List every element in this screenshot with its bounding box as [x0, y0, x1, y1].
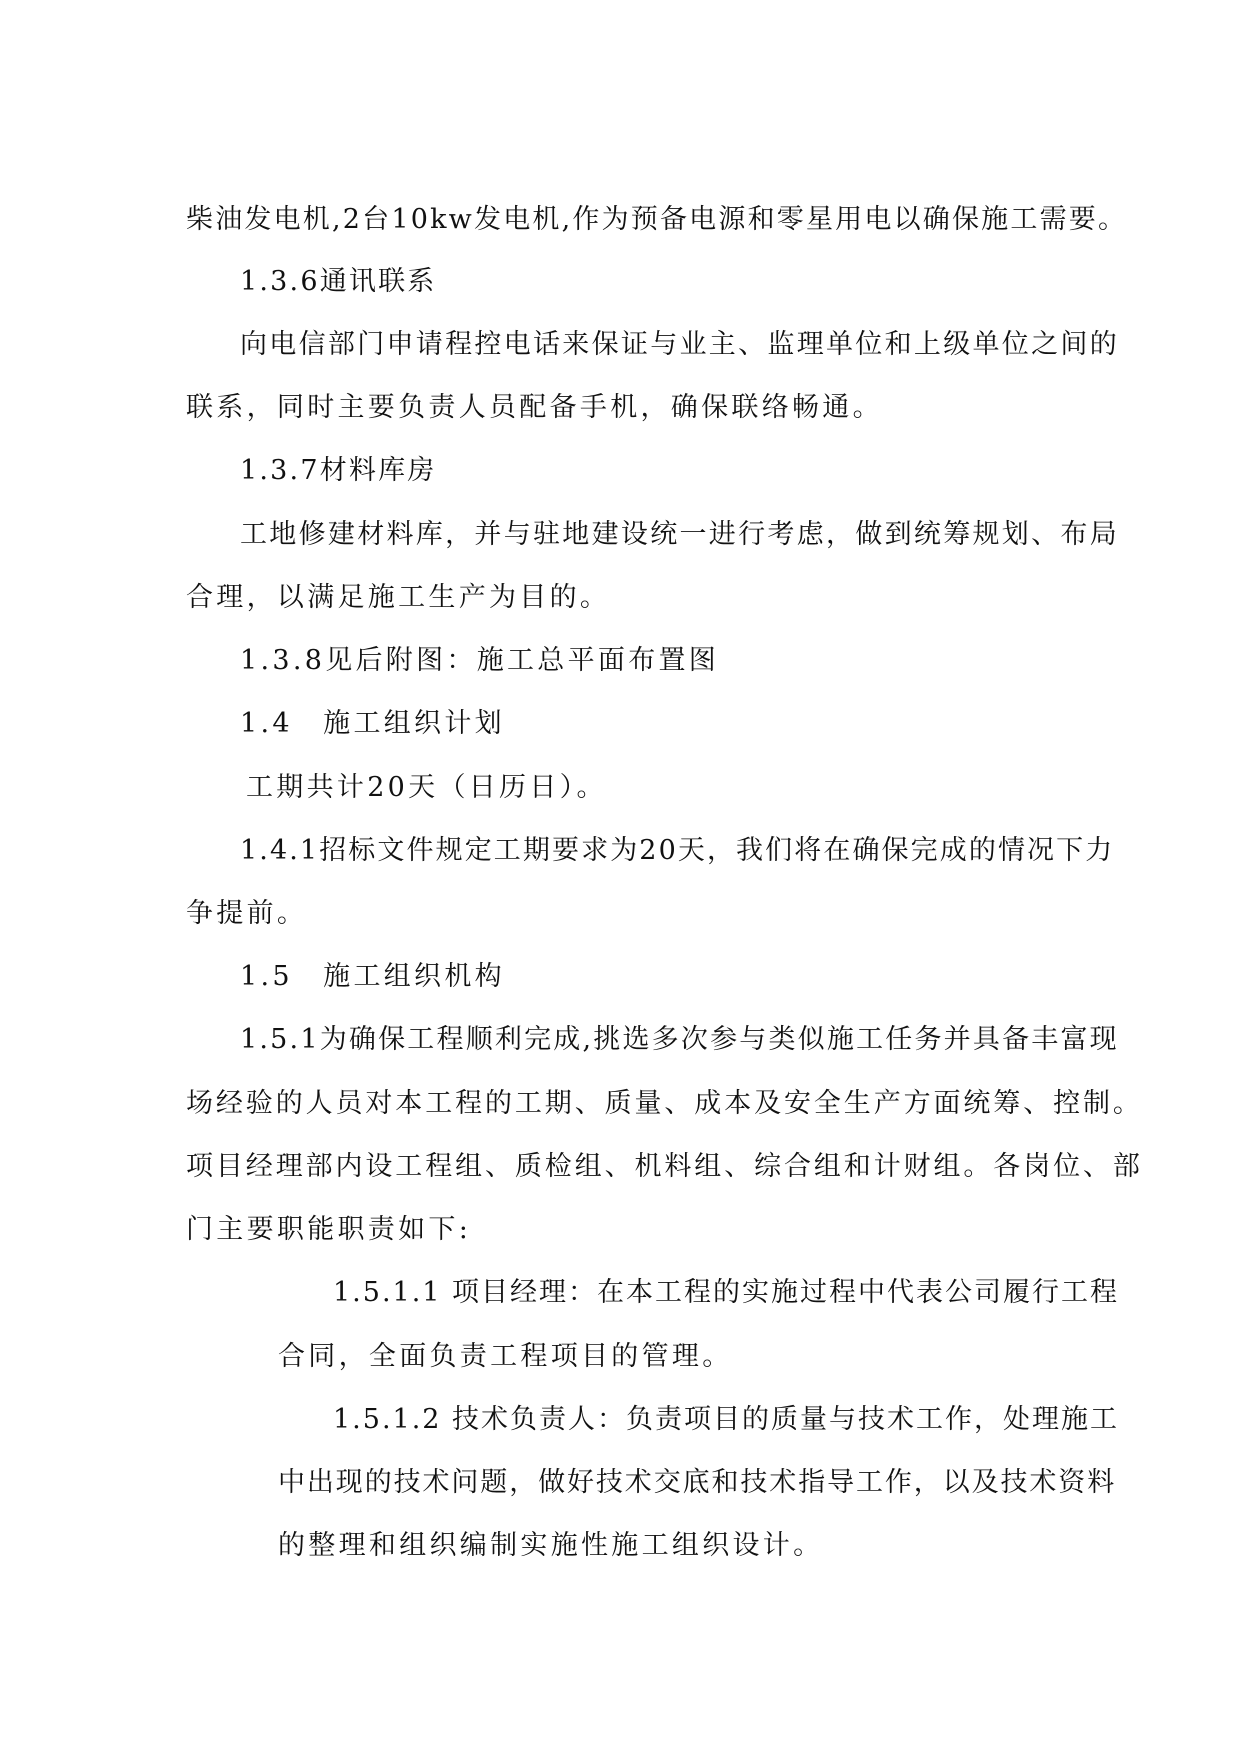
section-heading-1-4: 1.4 施工组织计划: [240, 708, 505, 739]
list-item-1-5-1-1: 1.5.1.1 项目经理：在本工程的实施过程中代表公司履行工程: [333, 1277, 1120, 1308]
section-heading-1-3-6: 1.3.6通讯联系: [240, 266, 437, 297]
list-item-continuation: 中出现的技术问题，做好技术交底和技术指导工作，以及技术资料: [278, 1467, 1117, 1498]
paragraph-line: 争提前。: [186, 898, 308, 929]
list-item-continuation: 的整理和组织编制实施性施工组织设计。: [278, 1530, 824, 1561]
paragraph-line: 工地修建材料库，并与驻地建设统一进行考虑，做到统筹规划、布局: [240, 519, 1119, 550]
paragraph-line: 场经验的人员对本工程的工期、质量、成本及安全生产方面统筹、控制。: [186, 1088, 1143, 1119]
section-heading-1-3-8: 1.3.8见后附图：施工总平面布置图: [240, 645, 720, 676]
paragraph-line: 联系，同时主要负责人员配备手机，确保联络畅通。: [186, 392, 883, 423]
list-item-continuation: 合同，全面负责工程项目的管理。: [278, 1341, 733, 1372]
paragraph-line: 向电信部门申请程控电话来保证与业主、监理单位和上级单位之间的: [240, 329, 1119, 360]
paragraph-line: 1.4.1招标文件规定工期要求为20天，我们将在确保完成的情况下力: [240, 835, 1115, 866]
paragraph-line: 项目经理部内设工程组、质检组、机料组、综合组和计财组。各岗位、部: [186, 1151, 1143, 1182]
paragraph-line: 工期共计20天（日历日）。: [246, 772, 607, 803]
list-item-1-5-1-2: 1.5.1.2 技术负责人：负责项目的质量与技术工作，处理施工: [333, 1404, 1120, 1435]
paragraph-line: 1.5.1为确保工程顺利完成,挑选多次参与类似施工任务并具备丰富现: [240, 1024, 1119, 1055]
section-heading-1-5: 1.5 施工组织机构: [240, 961, 505, 992]
section-heading-1-3-7: 1.3.7材料库房: [240, 455, 437, 486]
paragraph-line: 门主要职能职责如下:: [186, 1214, 472, 1245]
paragraph-line: 合理，以满足施工生产为目的。: [186, 582, 611, 613]
paragraph-line: 柴油发电机,2台10kw发电机,作为预备电源和零星用电以确保施工需要。: [186, 204, 1128, 235]
